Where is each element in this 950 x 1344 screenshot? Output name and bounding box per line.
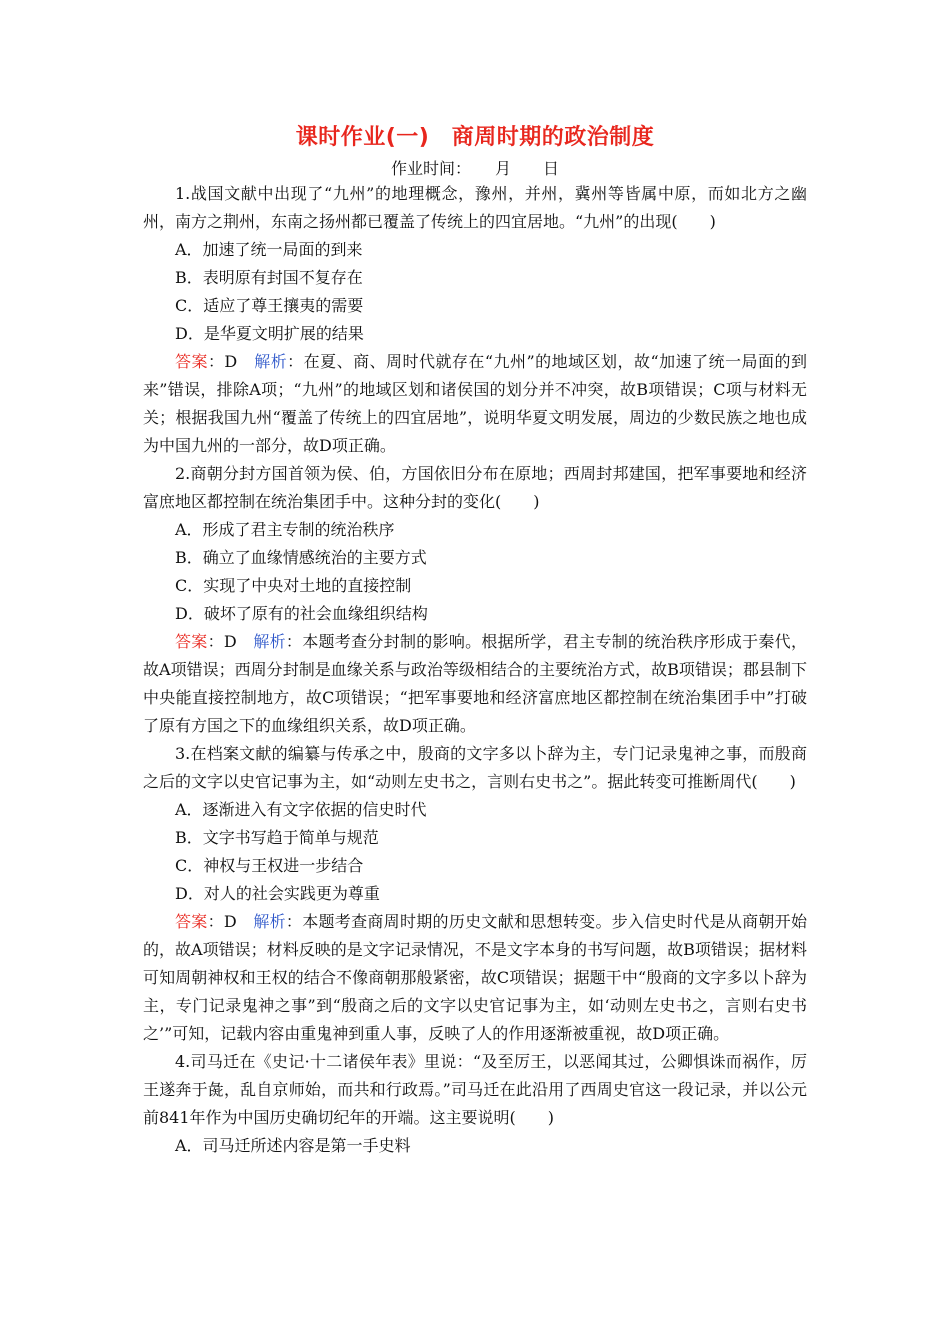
option-c: C．神权与王权进一步结合 bbox=[175, 856, 364, 875]
option-a: A．司马迁所述内容是第一手史料 bbox=[175, 1136, 411, 1155]
answer-label: 答案 bbox=[175, 352, 208, 371]
option-a: A．加速了统一局面的到来 bbox=[175, 240, 363, 259]
option-d: D．破坏了原有的社会血缘组织结构 bbox=[175, 604, 428, 623]
question-stem: 3.在档案文献的编纂与传承之中，殷商的文字多以卜辞为主，专门记录鬼神之事，而殷商之后的文字以史官记事为主，如“动则左史书之，言则右史书之”。据此转变可推断周代( ) bbox=[143, 744, 807, 791]
analysis-label: 解析 bbox=[254, 352, 288, 371]
question-2 bbox=[143, 460, 807, 740]
answer-analysis bbox=[143, 348, 807, 460]
analysis-text: ：本题考查分封制的影响。根据所学，君主专制的统治秩序形成于秦代，故A项错误；西周分封制是血缘关系与政治等级相结合的主要统治方式，故B项错误；郡县制下中央能直接控制地方，故C项错误；“把军事要地和经济富庶地区都控制在统治集团手中”打破了原有方国之下的血缘组织关系，故D项正确。 bbox=[143, 632, 807, 735]
question-4 bbox=[143, 1048, 807, 1160]
question-3 bbox=[143, 740, 807, 1048]
option-a: A．形成了君主专制的统治秩序 bbox=[175, 520, 395, 539]
option-c: C．适应了尊王攘夷的需要 bbox=[175, 296, 364, 315]
question-stem: 2.商朝分封方国首领为侯、伯，方国依旧分布在原地；西周封邦建国，把军事要地和经济富庶地区都控制在统治集团手中。这种分封的变化( ) bbox=[143, 464, 807, 511]
question-stem: 1.战国文献中出现了“九州”的地理概念，豫州，并州，冀州等皆属中原，而如北方之幽州，南方之荆州，东南之扬州都已覆盖了传统上的四宜居地。“九州”的出现( ) bbox=[143, 184, 807, 231]
analysis-label: 解析 bbox=[253, 632, 286, 651]
option-b: B．确立了血缘情感统治的主要方式 bbox=[175, 548, 427, 567]
analysis-text: ：在夏、商、周时代就存在“九州”的地域区划，故“加速了统一局面的到来”错误，排除A项；“九州”的地域区划和诸侯国的划分并不冲突，故B项错误；C项与材料无关；根据我国九州“覆盖了传统上的四宜居地”，说明华夏文明发展，周边的少数民族之地也成为中国九州的一部分，故D项正确。 bbox=[143, 352, 807, 455]
answer-analysis bbox=[143, 628, 807, 740]
option-c: C．实现了中央对土地的直接控制 bbox=[175, 576, 412, 595]
answer-value: ：D bbox=[207, 632, 254, 651]
option-d: D．是华夏文明扩展的结果 bbox=[175, 324, 364, 343]
question-stem: 4.司马迁在《史记·十二诸侯年表》里说：“及至厉王，以恶闻其过，公卿惧诛而祸作，厉王遂奔于彘，乱自京师始，而共和行政焉。”司马迁在此沿用了西周史官这一段记录，并以公元前841年作为中国历史确切纪年的开端。这主要说明( ) bbox=[143, 1052, 807, 1127]
option-b: B．文字书写趋于简单与规范 bbox=[175, 828, 379, 847]
answer-label: 答案 bbox=[175, 912, 208, 931]
homework-date-line: 作业时间： 月 日 bbox=[390, 159, 559, 178]
analysis-label: 解析 bbox=[253, 912, 286, 931]
answer-analysis bbox=[143, 908, 807, 1048]
question-list bbox=[143, 180, 807, 1160]
option-a: A．逐渐进入有文字依据的信史时代 bbox=[175, 800, 427, 819]
answer-label: 答案 bbox=[175, 632, 208, 651]
analysis-text: ：本题考查商周时期的历史文献和思想转变。步入信史时代是从商朝开始的，故A项错误；材料反映的是文字记录情况，不是文字本身的书写问题，故B项错误；据材料可知周朝神权和王权的结合不像商朝那般紧密，故C项错误；据题干中“殷商的文字多以卜辞为主，专门记录鬼神之事”到“殷商之后的文字以史官记事为主，如‘动则左史书之，言则右史书之’”可知，记载内容由重鬼神到重人事，反映了人的作用逐渐被重视，故D项正确。 bbox=[143, 912, 807, 1043]
answer-value: ：D bbox=[207, 912, 254, 931]
option-d: D．对人的社会实践更为尊重 bbox=[175, 884, 380, 903]
question-1 bbox=[143, 180, 807, 460]
answer-value: ：D bbox=[207, 352, 255, 371]
page-title: 课时作业(一) 商周时期的政治制度 bbox=[295, 125, 655, 150]
option-b: B．表明原有封国不复存在 bbox=[175, 268, 363, 287]
